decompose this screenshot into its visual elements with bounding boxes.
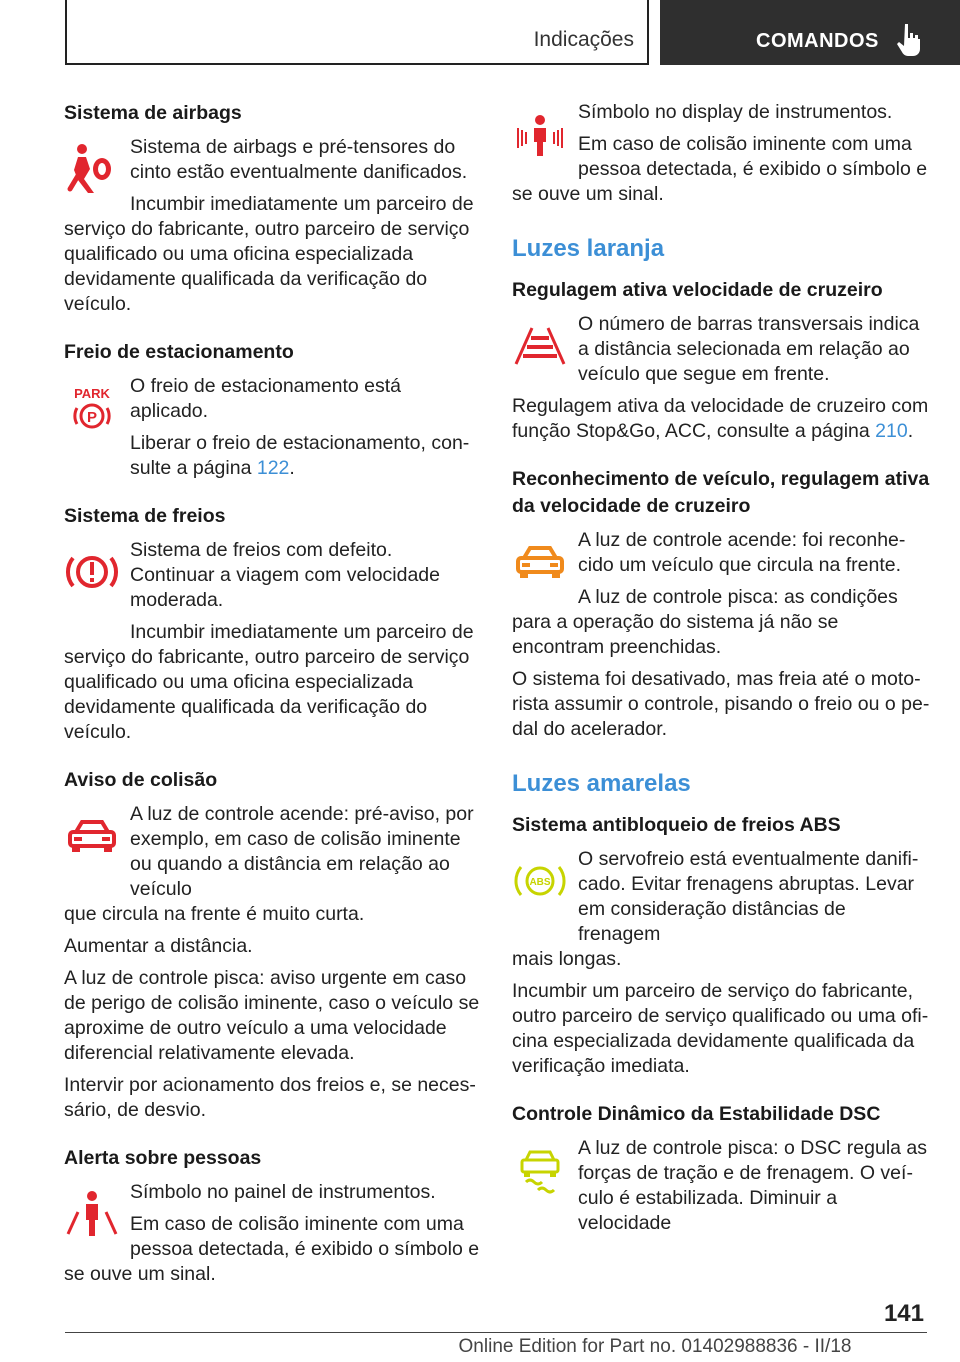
- brake-warning-icon: [64, 544, 120, 600]
- dsc-text-1: A luz de controle pisca: o DSC regula as forças de tração e de frenagem. O veículo é estabilizada. Diminuir a velocidade: [578, 1137, 928, 1234]
- vehicle-detect-text-3: O sistema foi desativado, mas freia até o motorista assumir o controle, pisando o freio ou o pedal do acelerador.: [512, 668, 930, 740]
- airbag-warning-icon: [64, 141, 120, 197]
- collision-text-2: Aumentar a distância.: [64, 935, 253, 957]
- airbag-text-1: Sistema de airbags e pré-tensores do cinto estão eventualmente danificados.: [130, 136, 468, 183]
- collision-title: Aviso de colisão: [64, 769, 218, 791]
- airbag-entry: [64, 135, 482, 317]
- parking-text-1: O freio de estacionamento está aplicado.: [130, 375, 401, 422]
- brakes-text-1: Sistema de freios com defeito. Continuar a viagem com velocidade moderada.: [130, 539, 441, 611]
- pedestrian-display-text-2-cont: se ouve um sinal.: [512, 183, 664, 205]
- pedestrian-text-1: Símbolo no painel de instrumentos.: [130, 1181, 436, 1203]
- pedestrian-display-text-2: Em caso de colisão iminente com uma pessoa detectada, é exibido o símbolo e: [578, 133, 928, 180]
- pedestrian-warning-icon: [64, 1186, 120, 1242]
- collision-warning-car-icon: [64, 808, 120, 864]
- header-chapter-tab[interactable]: [660, 0, 960, 65]
- vehicle-detect-text-1: A luz de controle acende: foi reconhecido um veículo que circula na frente.: [578, 529, 906, 576]
- parking-page-link[interactable]: 122: [256, 457, 290, 479]
- distance-bars-icon: [512, 318, 568, 374]
- acc-text-2: Regulagem ativa da velocidade de cruzeiro com função Stop&Go, ACC, consulte a página 210.: [512, 395, 929, 442]
- dsc-icon: [512, 1142, 568, 1198]
- acc-title: Regulagem ativa velocidade de cruzeiro: [512, 279, 883, 301]
- orange-lights-heading: Luzes laranja: [512, 235, 665, 262]
- right-column: [512, 100, 930, 1243]
- acc-entry: [512, 312, 930, 444]
- acc-text-1: O número de barras transversais indica a distância selecionada em relação ao veículo que segue em frente.: [578, 313, 920, 385]
- vehicle-detect-entry: [512, 528, 930, 742]
- header-section-title: Indicações: [533, 28, 634, 51]
- abs-text-1-cont: mais longas.: [512, 948, 622, 970]
- parking-brake-icon: [64, 380, 120, 436]
- vehicle-detected-icon: [512, 534, 568, 590]
- page-number: 141: [883, 1300, 924, 1327]
- parking-brake-title: Freio de estacionamento: [64, 341, 294, 363]
- collision-entry: [64, 802, 482, 1123]
- header-chapter-label: COMANDOS: [756, 30, 879, 52]
- airbag-text-2: Incumbir imediatamente um parceiro de: [130, 193, 474, 215]
- pedestrian-display-text-1: Símbolo no display de instrumentos.: [578, 101, 893, 123]
- airbag-title: Sistema de airbags: [64, 102, 242, 124]
- footer-divider: [65, 1332, 927, 1333]
- abs-text-2: Incumbir um parceiro de serviço do fabricante, outro parceiro de serviço qualificado ou uma oficina especializada devidamente qualificada da verificação imediata.: [512, 980, 929, 1077]
- brakes-text-2: Incumbir imediatamente um parceiro de: [130, 621, 474, 643]
- left-column: [64, 100, 482, 1294]
- pedestrian-title: Alerta sobre pessoas: [64, 1147, 262, 1169]
- parking-icon-text: PARK: [74, 386, 110, 401]
- pedestrian-text-2-cont: se ouve um sinal.: [64, 1263, 216, 1285]
- pedestrian-entry: [64, 1180, 482, 1287]
- parking-brake-entry: [64, 374, 482, 481]
- abs-text-1: O servofreio está eventualmente danificado. Evitar frenagens abruptas. Levar em consideração distâncias de frenagem: [578, 848, 919, 945]
- abs-icon: [512, 853, 568, 909]
- collision-text-4: Intervir por acionamento dos freios e, se necessário, de desvio.: [64, 1074, 476, 1121]
- yellow-lights-heading: Luzes amarelas: [512, 770, 691, 797]
- brakes-entry: [64, 538, 482, 745]
- footer-edition: Online Edition for Part no. 01402988836 - II/18: [458, 1336, 852, 1357]
- parking-icon-letter: P: [86, 409, 98, 426]
- abs-title: Sistema antibloqueio de freios ABS: [512, 814, 841, 836]
- dsc-entry: [512, 1136, 930, 1236]
- abs-icon-text: ABS: [529, 877, 551, 888]
- collision-text-1-cont: que circula na frente é muito curta.: [64, 903, 365, 925]
- brakes-text-2-cont: serviço do fabricante, outro parceiro de serviço qualificado ou uma oficina especializada devidamente qualificada da verificação do veículo.: [64, 646, 470, 743]
- pointing-hand-icon: [896, 22, 922, 56]
- airbag-text-2-cont: serviço do fabricante, outro parceiro de serviço qualificado ou uma oficina especializada devidamente qualificada da verificação do veículo.: [64, 218, 470, 315]
- abs-entry: [512, 847, 930, 1079]
- vehicle-detect-text-2-cont: para a operação do sistema já não se encontram preenchidas.: [512, 611, 839, 658]
- collision-text-1: A luz de controle acende: pré-aviso, por exemplo, em caso de colisão iminente ou quando a distância em relação ao veículo: [130, 803, 474, 900]
- acc-page-link[interactable]: 210: [875, 420, 908, 442]
- pedestrian-text-2: Em caso de colisão iminente com uma pessoa detectada, é exibido o símbolo e: [130, 1213, 480, 1260]
- collision-text-3: A luz de controle pisca: aviso urgente em caso de perigo de colisão iminente, caso o veículo se aproxime de outro veículo a uma velocidade diferencial relativamente elevada.: [64, 967, 480, 1064]
- pedestrian-display-entry: [512, 100, 930, 207]
- parking-text-2: Liberar o freio de estacionamento, consulte a página 122.: [130, 432, 470, 479]
- vehicle-detect-title: Reconhecimento de veículo, regulagem ativa da velocidade de cruzeiro: [512, 468, 930, 517]
- vehicle-detect-text-2: A luz de controle pisca: as condições: [578, 586, 898, 608]
- pedestrian-display-icon: [512, 106, 568, 162]
- dsc-title: Controle Dinâmico da Estabilidade DSC: [512, 1103, 881, 1125]
- brakes-title: Sistema de freios: [64, 505, 226, 527]
